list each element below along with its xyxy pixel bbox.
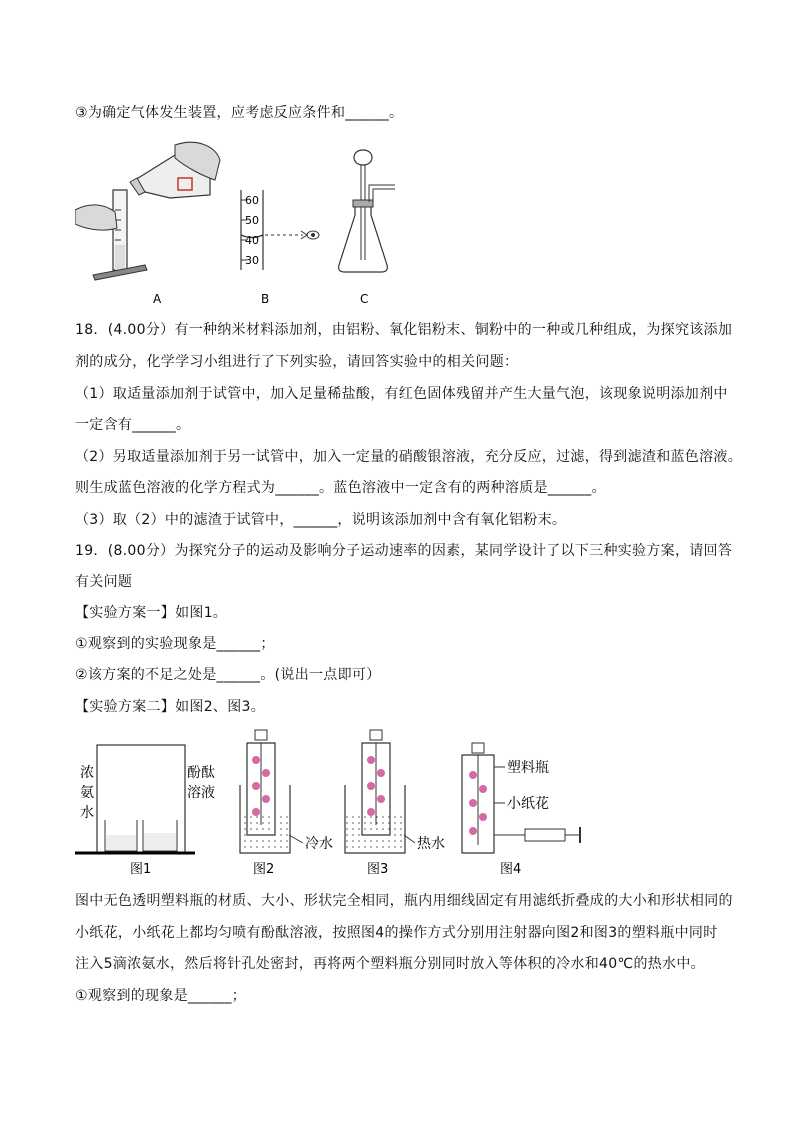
figure-c-flask: [339, 150, 395, 272]
flower-label: 小纸花: [507, 796, 549, 812]
plan-one-q2: ②该方案的不足之处是______。(说出一点即可）: [75, 667, 381, 683]
fig1-label-nong: 浓: [80, 765, 94, 781]
scale-50: 50: [245, 214, 259, 227]
plan-two-heading: 【实验方案二】如图2、图3。: [75, 699, 266, 715]
fig1-label-an: 氨: [80, 785, 94, 801]
question-19-line-2: 有关问题: [75, 574, 133, 590]
caption-fig3: 图3: [367, 862, 389, 877]
plan-one-q1: ①观察到的实验现象是______；: [75, 636, 275, 652]
caption-a: A: [153, 292, 162, 306]
question-18-line-1: 18．(4.00分）有一种纳米材料添加剂，由铝粉、氧化铝粉末、铜粉中的一种或几种组成，为探究该添加: [75, 322, 733, 338]
caption-b: B: [261, 292, 270, 306]
plan-two-desc-2: 小纸花，小纸花上都均匀喷有酚酞溶液，按照图4的操作方式分别用注射器向图2和图3的塑料瓶中同时: [75, 925, 718, 941]
caption-c: C: [360, 292, 369, 306]
figure-a-pouring: [75, 142, 220, 280]
question-18-part2-line-1: （2）另取适量添加剂于另一试管中，加入一定量的硝酸银溶液，充分反应，过滤，得到滤渣和蓝色溶液。: [75, 449, 743, 465]
figure-2-cold-water: [240, 730, 303, 853]
plan-one-heading: 【实验方案一】如图1。: [75, 605, 228, 621]
question-18-part3: （3）取（2）中的滤渣于试管中，______，说明该添加剂中含有氧化铝粉末。: [75, 512, 567, 528]
bottle-label: 塑料瓶: [507, 760, 549, 776]
cold-water-label: 冷水: [305, 836, 333, 852]
scale-40: 40: [245, 234, 259, 247]
caption-fig1: 图1: [130, 862, 152, 877]
fig1-label-solution: 溶液: [187, 785, 215, 801]
plan-two-desc-1: 图中无色透明塑料瓶的材质、大小、形状完全相同，瓶内用细线固定有用滤纸折叠成的大小和形状相同的: [75, 893, 733, 909]
fig1-label-phenolphthalein: 酚酞: [187, 765, 215, 781]
molecule-motion-figure: [75, 725, 605, 880]
question-18-part1-line-1: （1）取适量添加剂于试管中，加入足量稀盐酸，有红色固体残留并产生大量气泡，该现象说明添加剂中: [75, 386, 728, 402]
question-18-part2-line-2: 则生成蓝色溶液的化学方程式为______。蓝色溶液中一定含有的两种溶质是______。: [75, 480, 606, 496]
caption-fig2: 图2: [253, 862, 275, 877]
text-line-1: ③为确定气体发生装置，应考虑反应条件和______。: [75, 105, 404, 121]
question-18-part1-line-2: 一定含有______。: [75, 417, 191, 433]
caption-fig4: 图4: [500, 862, 522, 877]
fig1-label-shui: 水: [80, 805, 94, 821]
question-19-line-1: 19．(8.00分）为探究分子的运动及影响分子运动速率的因素，某同学设计了以下三种实验方案，请回答: [75, 543, 733, 559]
figure-3-hot-water: [345, 730, 415, 853]
lab-apparatus-figure: [75, 140, 405, 315]
plan-two-desc-3: 注入5滴浓氨水，然后将针孔处密封，再将两个塑料瓶分别同时放入等体积的冷水和40℃的热水中。: [75, 956, 705, 972]
question-18-line-2: 剂的成分，化学学习小组进行了下列实验，请回答实验中的相关问题：: [75, 354, 519, 370]
plan-two-q1: ①观察到的现象是______；: [75, 988, 247, 1004]
scale-30: 30: [245, 254, 259, 267]
hot-water-label: 热水: [417, 836, 445, 852]
scale-60: 60: [245, 194, 259, 207]
